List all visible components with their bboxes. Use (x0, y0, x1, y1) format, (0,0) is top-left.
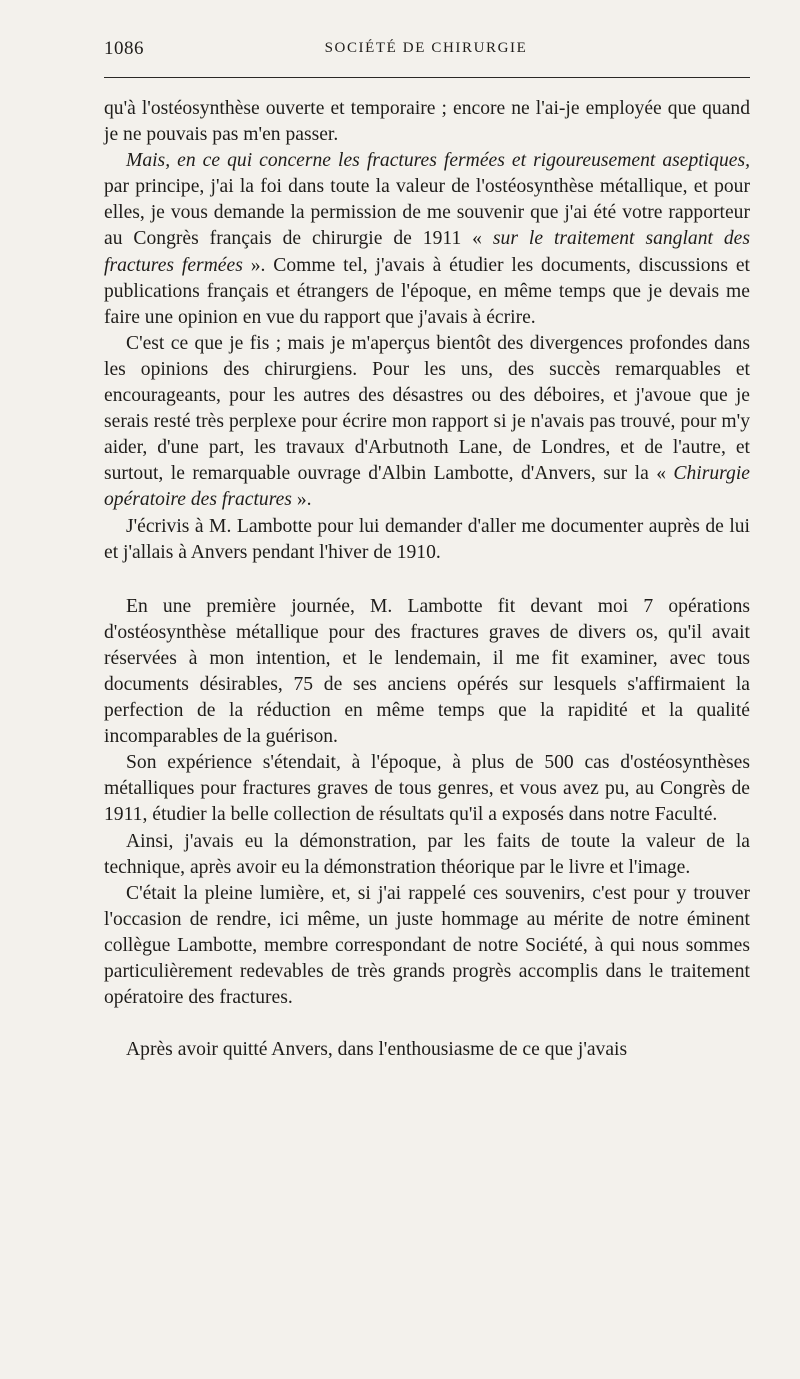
italic-text: Chirurgie opératoire des fractures (104, 463, 750, 511)
paragraph (104, 331, 750, 514)
paragraph (104, 594, 750, 751)
paragraph (104, 750, 750, 828)
paragraph-text: Son expérience s'étendait, à l'époque, à plus de 500 cas d'ostéosynthèses métalliques pour fractures graves de tous genres, et vous avez pu, au Congrès de 1911, étudier la belle collection de résultats qu'il a exposés dans notre Faculté. (104, 752, 750, 826)
paragraph-text: En une première journée, M. Lambotte fit devant moi 7 opérations d'ostéosynthèse métallique pour des fractures graves de divers os, qu'il avait réservées à mon intention, et le lendemain, il me fit examiner, avec tous documents désirables, 75 de ses anciens opérés sur lesquels s'affirmaient la perfection de la réduction en même temps que la rapidité et la qualité incomparables de la guérison. (104, 595, 750, 748)
paragraph-text: ». Comme tel, j'avais à étudier les documents, discussions et publications français et étrangers de l'époque, en même temps que je devais me faire une opinion en vue du rapport que j'avais à écrire. (104, 254, 750, 328)
running-title: SOCIÉTÉ DE CHIRURGIE (324, 40, 528, 56)
paragraph-text: Après avoir quitté Anvers, dans l'enthousiasme de ce que j'avais (126, 1039, 628, 1061)
paragraph (104, 96, 750, 148)
page-header (104, 38, 748, 62)
paragraph (104, 514, 750, 566)
paragraph-text: par principe, j'ai la foi dans toute la valeur de l'ostéosynthèse métallique, et pour elles, je vous demande la permission de me souvenir que j'ai été votre rapporteur au Congrès français de chirurgie de 1911 « (104, 176, 750, 250)
italic-text: sur le traitement sanglant des fractures fermées (104, 228, 750, 276)
paragraph-text: ». (291, 489, 312, 511)
paragraph-text: C'est ce que je fis ; mais je m'aperçus bientôt des divergences profondes dans les opinions des chirurgiens. Pour les uns, des succès remarquables et encourageants, pour les autres des désastres ou des déboires, et j'avoue que je serais resté très perplexe pour écrire mon rapport si je n'avais pas trouvé, pour m'y aider, d'une part, les travaux d'Arbutnoth Lane, de Londres, et de l'autre, et surtout, le remarquable ouvrage d'Albin Lambotte, d'Anvers, sur la « (104, 332, 750, 485)
italic-text: Mais, en ce qui concerne les fractures fermées et rigoureusement aseptiques, (126, 150, 750, 172)
page-number: 1086 (104, 38, 144, 59)
paragraph-text: C'était la pleine lumière, et, si j'ai rappelé ces souvenirs, c'est pour y trouver l'occasion de rendre, ici même, un juste hommage au mérite de notre éminent collègue Lambotte, membre correspondant de notre Société, à qui nous sommes particulièrement redevables de très grands progrès accomplis dans le traitement opératoire des fractures. (104, 882, 750, 1009)
paragraph-text: J'écrivis à M. Lambotte pour lui demander d'aller me documenter auprès de lui et j'allais à Anvers pendant l'hiver de 1910. (104, 515, 750, 563)
paragraph (104, 881, 750, 1011)
body-text (104, 96, 750, 1063)
header-rule (104, 77, 750, 78)
paragraph (104, 1037, 750, 1063)
paragraph-text: qu'à l'ostéosynthèse ouverte et temporaire ; encore ne l'ai-je employée que quand je ne pouvais pas m'en passer. (104, 98, 750, 146)
paragraph-text: Ainsi, j'avais eu la démonstration, par les faits de toute la valeur de la technique, après avoir eu la démonstration théorique par le livre et l'image. (104, 830, 750, 878)
paragraph (104, 829, 750, 881)
paragraph (104, 148, 750, 331)
